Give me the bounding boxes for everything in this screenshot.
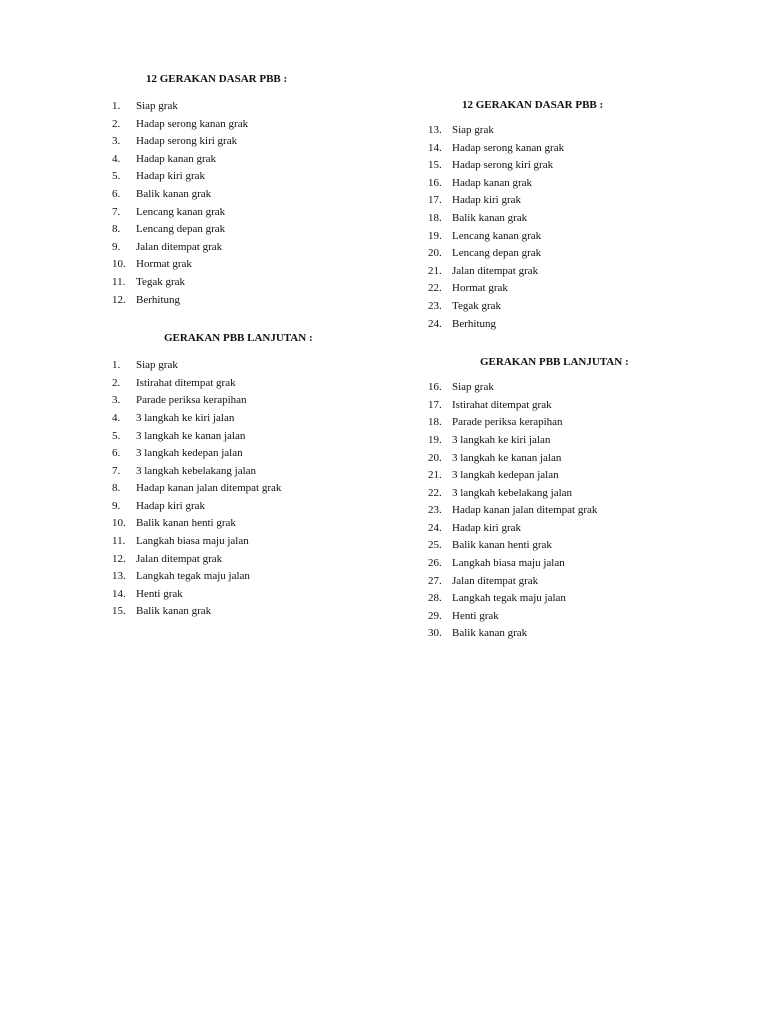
list-item: [112, 586, 412, 604]
list-item-text: Hadap kiri grak: [452, 521, 522, 534]
list-item: [112, 463, 412, 481]
list-item-number: 7.: [112, 205, 121, 218]
list-item: [112, 428, 412, 446]
list-item: [428, 573, 728, 591]
list-item: [112, 186, 412, 204]
list-item: [428, 450, 728, 468]
list-item-text: Siap grak: [452, 381, 494, 394]
list-item: [428, 537, 728, 555]
list-item-text: 3 langkah ke kanan jalan: [136, 429, 246, 442]
basic-movements-list: [428, 122, 728, 333]
list-item: [428, 245, 728, 263]
list-item-text: Jalan ditempat grak: [136, 240, 223, 253]
list-item-number: 10.: [112, 517, 126, 530]
list-item-number: 15.: [428, 159, 442, 172]
list-item: [428, 555, 728, 573]
list-item-text: Siap grak: [452, 124, 494, 136]
list-item-number: 30.: [428, 627, 442, 640]
advanced-movements-list: [112, 357, 412, 621]
list-item-text: Hadap kiri grak: [136, 499, 206, 512]
list-item-text: Hadap kanan jalan ditempat grak: [136, 482, 282, 495]
list-item: [428, 590, 728, 608]
list-item: [112, 375, 412, 393]
list-item-number: 24.: [428, 521, 442, 534]
list-item-number: 15.: [112, 605, 126, 618]
list-item-text: Henti grak: [452, 609, 499, 622]
list-item: [428, 210, 728, 228]
list-item-text: Hadap serong kanan grak: [452, 141, 565, 154]
list-item-number: 13.: [428, 124, 442, 136]
list-item: [112, 204, 412, 222]
list-item-text: Hormat grak: [136, 258, 192, 271]
list-item: [428, 157, 728, 175]
list-item-text: Balik kanan grak: [452, 627, 528, 640]
list-item-number: 25.: [428, 539, 442, 552]
list-item-number: 16.: [428, 176, 442, 189]
list-item-number: 2.: [112, 376, 121, 389]
list-item: [112, 239, 412, 257]
list-item: [112, 256, 412, 274]
list-item: [112, 533, 412, 551]
list-item-text: Siap grak: [136, 100, 178, 112]
advanced-movements-heading: GERAKAN PBB LANJUTAN :: [164, 332, 313, 345]
list-item-text: Istirahat ditempat grak: [452, 398, 552, 411]
list-item-text: Jalan ditempat grak: [452, 264, 539, 277]
list-item: [428, 280, 728, 298]
list-item-text: Hormat grak: [452, 282, 508, 295]
list-item-number: 13.: [112, 570, 126, 583]
list-item: [112, 98, 412, 116]
list-item-text: Hadap kiri grak: [452, 194, 522, 207]
list-item-text: Balik kanan grak: [136, 187, 212, 200]
list-item: [112, 357, 412, 375]
list-item: [428, 625, 728, 643]
list-item: [428, 467, 728, 485]
list-item-text: 3 langkah ke kanan jalan: [452, 451, 562, 464]
list-item-text: Hadap serong kanan grak: [136, 117, 249, 130]
list-item: [112, 445, 412, 463]
list-item-number: 20.: [428, 247, 442, 260]
list-item-number: 3.: [112, 135, 121, 148]
right-column: [428, 98, 728, 643]
list-item-number: 19.: [428, 433, 442, 446]
list-item-number: 14.: [428, 141, 442, 154]
list-item-text: 3 langkah ke kiri jalan: [136, 411, 235, 424]
basic-movements-list: [112, 98, 412, 309]
list-item-text: 3 langkah kebelakang jalan: [136, 464, 257, 477]
list-item-number: 9.: [112, 240, 121, 253]
list-item-number: 9.: [112, 499, 121, 512]
list-item: [112, 292, 412, 310]
list-item-text: Langkah tegak maju jalan: [136, 570, 250, 583]
list-item-number: 8.: [112, 482, 121, 495]
list-item-text: Istirahat ditempat grak: [136, 376, 236, 389]
list-item-number: 26.: [428, 557, 442, 570]
list-item: [428, 608, 728, 626]
list-item: [112, 568, 412, 586]
list-item-number: 21.: [428, 469, 442, 482]
list-item-text: 3 langkah kebelakang jalan: [452, 486, 573, 499]
list-item-text: Hadap kiri grak: [136, 170, 206, 183]
list-item: [428, 316, 728, 334]
list-item-text: Berhitung: [452, 317, 496, 330]
list-item-text: Tegak grak: [136, 275, 186, 288]
list-item: [112, 515, 412, 533]
left-column: [112, 72, 412, 621]
list-item-number: 17.: [428, 398, 442, 411]
list-item-number: 19.: [428, 229, 442, 242]
list-item-text: Jalan ditempat grak: [452, 574, 539, 587]
list-item-number: 1.: [112, 100, 121, 112]
list-item-text: Balik kanan grak: [452, 211, 528, 224]
list-item-number: 6.: [112, 447, 121, 460]
list-item-text: Balik kanan henti grak: [136, 517, 236, 530]
list-item: [428, 379, 728, 397]
list-item-number: 11.: [112, 535, 126, 548]
list-item-number: 22.: [428, 486, 442, 499]
list-item-number: 20.: [428, 451, 442, 464]
list-item: [428, 414, 728, 432]
list-item-text: Balik kanan grak: [136, 605, 212, 618]
list-item-text: Langkah biasa maju jalan: [136, 535, 249, 548]
list-item-text: 3 langkah kedepan jalan: [136, 447, 243, 460]
list-item: [112, 274, 412, 292]
list-item: [112, 498, 412, 516]
list-item-number: 5.: [112, 170, 121, 183]
list-item-text: Hadap kanan grak: [452, 176, 533, 189]
list-item-number: 28.: [428, 592, 442, 605]
list-item-number: 11.: [112, 275, 126, 288]
list-item-text: Lencang kanan grak: [452, 229, 542, 242]
list-item: [428, 502, 728, 520]
list-item: [112, 603, 412, 621]
list-item-number: 23.: [428, 504, 442, 517]
list-item: [428, 298, 728, 316]
list-item-number: 4.: [112, 411, 121, 424]
list-item: [428, 140, 728, 158]
list-item-number: 17.: [428, 194, 442, 207]
list-item-text: Siap grak: [136, 359, 178, 372]
list-item-number: 16.: [428, 381, 442, 394]
list-item-number: 8.: [112, 223, 121, 236]
list-item: [428, 432, 728, 450]
list-item: [428, 122, 728, 140]
list-item-number: 23.: [428, 299, 442, 312]
list-item-text: Hadap kanan jalan ditempat grak: [452, 504, 598, 517]
list-item: [428, 263, 728, 281]
list-item-text: Tegak grak: [452, 299, 502, 312]
list-item: [112, 551, 412, 569]
list-item-number: 6.: [112, 187, 121, 200]
list-item-text: Parade periksa kerapihan: [136, 394, 247, 407]
list-item-text: Hadap kanan grak: [136, 152, 217, 165]
list-item-number: 29.: [428, 609, 442, 622]
basic-movements-heading: 12 GERAKAN DASAR PBB :: [462, 99, 604, 111]
list-item-text: Balik kanan henti grak: [452, 539, 552, 552]
list-item: [428, 192, 728, 210]
list-item-text: Parade periksa kerapihan: [452, 416, 563, 429]
list-item: [112, 133, 412, 151]
list-item-text: 3 langkah ke kiri jalan: [452, 433, 551, 446]
list-item-number: 27.: [428, 574, 442, 587]
list-item: [112, 116, 412, 134]
list-item-text: Lencang depan grak: [136, 223, 226, 236]
list-item-number: 5.: [112, 429, 121, 442]
list-item-number: 21.: [428, 264, 442, 277]
advanced-movements-heading: GERAKAN PBB LANJUTAN :: [480, 356, 629, 369]
list-item-text: Langkah biasa maju jalan: [452, 557, 565, 570]
list-item: [428, 228, 728, 246]
list-item-number: 22.: [428, 282, 442, 295]
list-item-number: 14.: [112, 587, 126, 600]
list-item: [428, 397, 728, 415]
list-item: [112, 151, 412, 169]
list-item-number: 1.: [112, 359, 121, 372]
list-item: [428, 175, 728, 193]
list-item-number: 2.: [112, 117, 121, 130]
list-item-text: Lencang depan grak: [452, 247, 542, 260]
list-item-number: 4.: [112, 152, 121, 165]
list-item: [112, 392, 412, 410]
list-item: [112, 410, 412, 428]
list-item: [428, 520, 728, 538]
list-item: [112, 480, 412, 498]
list-item-number: 12.: [112, 552, 126, 565]
advanced-movements-list: [428, 379, 728, 643]
list-item-number: 18.: [428, 211, 442, 224]
list-item-number: 7.: [112, 464, 121, 477]
list-item-text: Langkah tegak maju jalan: [452, 592, 566, 605]
list-item-number: 18.: [428, 416, 442, 429]
basic-movements-heading: 12 GERAKAN DASAR PBB :: [146, 73, 288, 85]
list-item: [112, 168, 412, 186]
list-item-number: 3.: [112, 394, 121, 407]
list-item: [428, 485, 728, 503]
list-item: [112, 221, 412, 239]
list-item-text: Jalan ditempat grak: [136, 552, 223, 565]
list-item-number: 10.: [112, 258, 126, 271]
list-item-number: 24.: [428, 317, 442, 330]
list-item-text: Hadap serong kiri grak: [452, 159, 554, 172]
list-item-text: 3 langkah kedepan jalan: [452, 469, 559, 482]
list-item-text: Berhitung: [136, 293, 180, 306]
list-item-number: 12.: [112, 293, 126, 306]
list-item-text: Henti grak: [136, 587, 183, 600]
list-item-text: Lencang kanan grak: [136, 205, 226, 218]
list-item-text: Hadap serong kiri grak: [136, 135, 238, 148]
